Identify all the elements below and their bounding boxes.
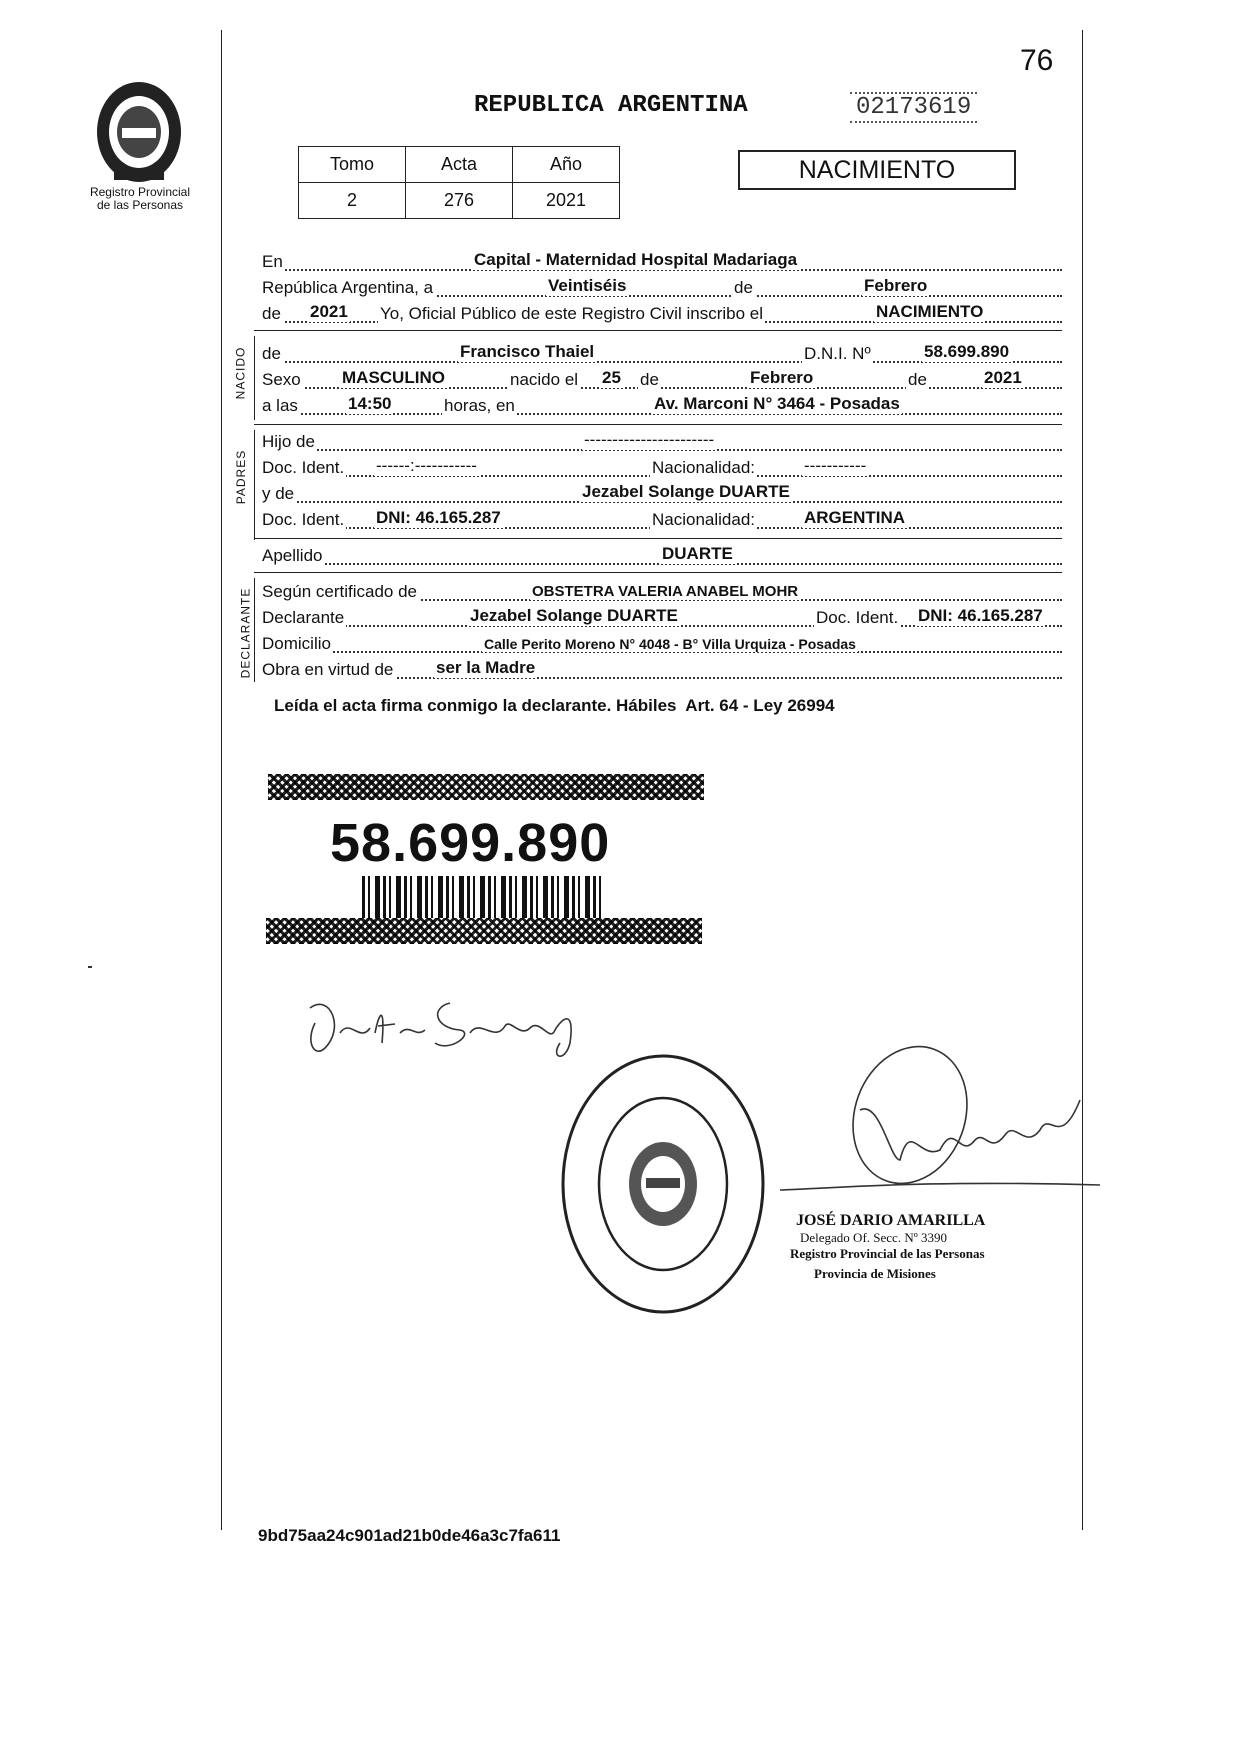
official-block [790,1212,985,1282]
nac-dia: 25 [602,368,621,387]
cert-label: Según certificado de [262,582,417,601]
doc2-value: DNI: 46.165.287 [376,508,501,527]
row-en [262,248,1062,274]
divider-apellido-top [254,538,1062,539]
row-oficial [262,300,1062,326]
official-title: Delegado Of. Secc. Nº 3390 [800,1230,947,1245]
dia-value: Veintiséis [548,276,627,295]
dom-label: Domicilio [262,634,331,653]
official-name: JOSÉ DARIO AMARILLA [796,1212,986,1229]
yde-label: y de [262,484,295,503]
apellido-value: DUARTE [662,544,733,563]
dni-value: 58.699.890 [924,342,1010,361]
dom-value: Calle Perito Moreno N° 4048 - B° Villa Urquiza - Posadas [484,636,856,652]
nombre-label: de [262,344,281,363]
obra-label: Obra en virtud de [262,660,394,679]
serial-number: 02173619 [850,92,977,123]
row-apellido [262,542,1062,568]
acta-header-tomo: Tomo [299,147,406,183]
en-value: Capital - Maternidad Hospital Madariaga [474,250,798,269]
sexo-value: MASCULINO [342,368,445,387]
acta-header-acta: Acta [406,147,513,183]
official-province: Provincia de Misiones [814,1266,936,1281]
row-nombre [262,340,1062,366]
doc2-label: Doc. Ident. [262,510,345,529]
nombre-value: Francisco Thaiel [460,342,595,361]
row-madre [262,480,1062,506]
lugar-value: Av. Marconi N° 3464 - Posadas [654,394,900,413]
sexo-label: Sexo [262,370,301,389]
decl-label: Declarante [262,608,345,627]
declarant-signature [300,988,590,1068]
nac1-label: Nacionalidad: [652,458,756,477]
row-hora [262,392,1062,418]
row-hijo [262,428,1062,454]
official-org: Registro Provincial de las Personas [790,1246,985,1261]
nac-mes: Febrero [750,368,814,387]
section-nacido-label: NACIDO [233,346,248,400]
country-heading: REPUBLICA ARGENTINA [474,92,748,119]
nac2-value: ARGENTINA [804,508,906,527]
divider-padres-top [254,424,1062,425]
doc1-label: Doc. Ident. [262,458,345,477]
hora-value: 14:50 [348,394,392,413]
tipo-value: NACIMIENTO [876,302,984,321]
dni-big-number: 58.699.890 [330,813,611,873]
decl-doc-value: DNI: 46.165.287 [918,606,1043,625]
nac-de2: de [908,370,927,389]
republica-label: República Argentina, a [262,278,434,297]
madre-value: Jezabel Solange DUARTE [582,482,790,501]
declarante-bracket [254,578,255,682]
closing-note: Leída el acta firma conmigo la declarante. Hábiles Art. 64 - Ley 26994 [274,696,835,715]
oficial-label: Yo, Oficial Público de este Registro Civil inscribo el [380,304,763,323]
logo-caption-line2: de las Personas [96,198,184,212]
divider-nacido-top [254,330,1062,331]
row-domicilio [262,630,1062,656]
logo-caption [60,186,220,212]
cert-value: OBSTETRA VALERIA ANABEL MOHR [532,583,799,600]
page-number: 76 [1020,44,1054,77]
nac-de1: de [640,370,659,389]
section-padres-label: PADRES [234,449,249,505]
record-type-box: NACIMIENTO [738,150,1016,190]
registry-stamp [558,1050,768,1318]
security-pattern-top [268,774,704,800]
obra-value: ser la Madre [436,658,536,677]
de2-label: de [262,304,281,323]
document-hash: 9bd75aa24c901ad21b0de46a3c7fa611 [258,1526,561,1545]
acta-table [298,146,620,219]
apellido-label: Apellido [262,546,323,565]
nac1-value: ----------- [804,456,867,475]
hijo-label: Hijo de [262,432,315,451]
acta-value-anio: 2021 [513,183,620,219]
mes-value: Febrero [864,276,928,295]
nac2-label: Nacionalidad: [652,510,756,529]
en-label: En [262,252,283,271]
horas-label: horas, en [444,396,515,415]
province-seal-logo [84,76,194,186]
logo-caption-line1: Registro Provincial [89,185,191,199]
row-declarante [262,604,1062,630]
hora-label: a las [262,396,298,415]
dni-label: D.N.I. Nº [804,344,871,363]
nac-anio: 2021 [984,368,1022,387]
divider-declarante-top [254,572,1062,573]
row-obra [262,656,1062,682]
acta-header-anio: Año [513,147,620,183]
row-republica [262,274,1062,300]
nacido-bracket [254,336,255,420]
de-label: de [734,278,753,297]
scan-dot [88,966,92,968]
official-signature-scribble [780,1040,1100,1210]
row-doc1 [262,454,1062,480]
security-pattern-bottom [266,918,702,944]
anio-value: 2021 [310,302,348,321]
acta-value-acta: 276 [406,183,513,219]
hijo-value: ----------------------- [584,430,715,449]
acta-value-tomo: 2 [299,183,406,219]
section-declarante-label: DECLARANTE [238,587,253,679]
nacido-label: nacido el [510,370,579,389]
decl-value: Jezabel Solange DUARTE [470,606,678,625]
right-margin-line [1082,30,1083,1530]
doc1-value: ------:----------- [376,456,477,475]
left-margin-line [221,30,222,1530]
row-certificado [262,578,1062,604]
decl-doc-label: Doc. Ident. [816,608,899,627]
padres-bracket [254,430,255,540]
row-doc2 [262,506,1062,532]
row-sexo [262,366,1062,392]
